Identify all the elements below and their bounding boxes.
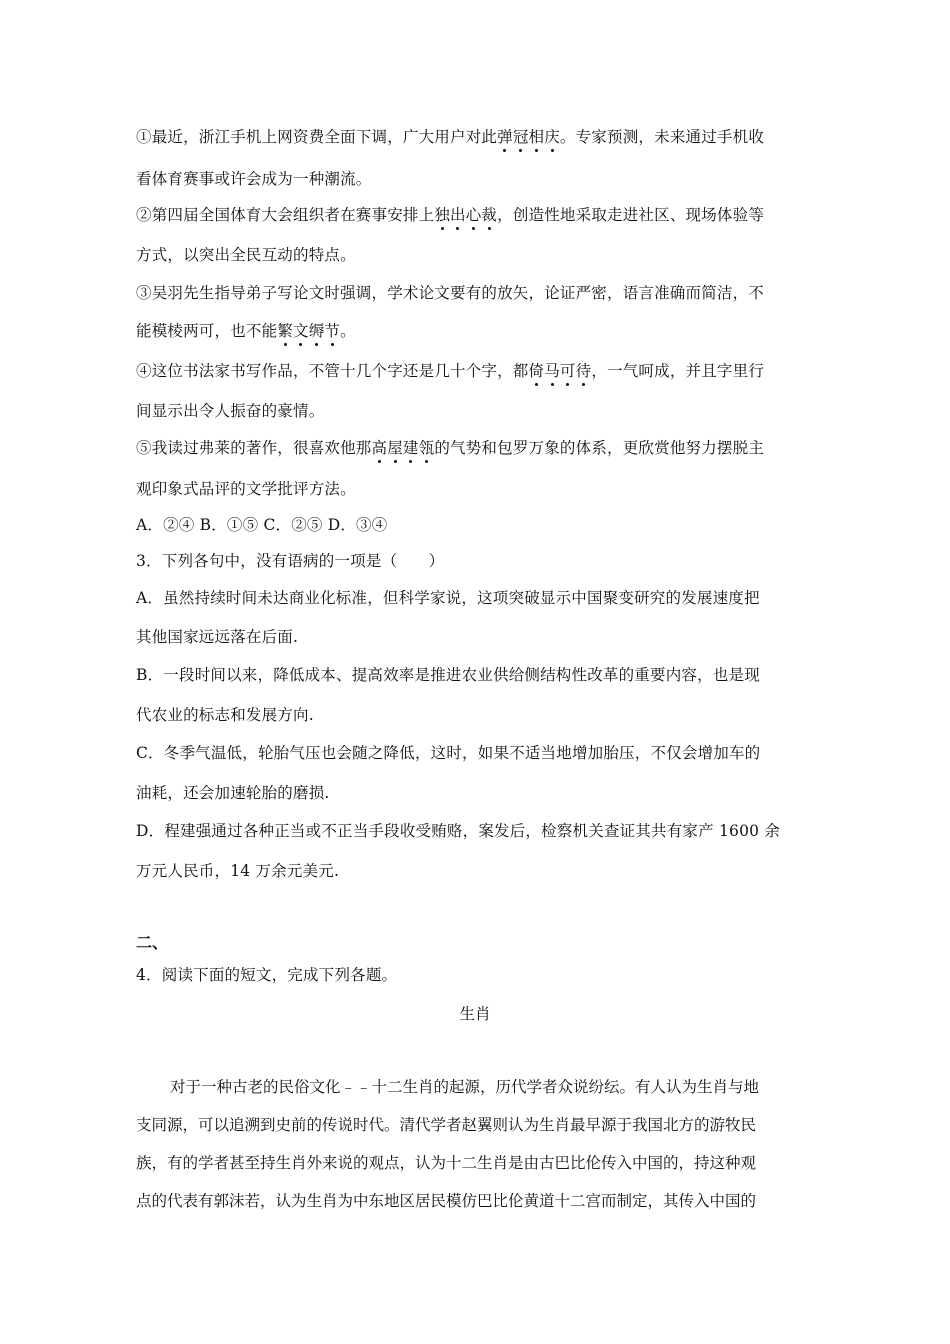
item2-line1 — [136, 204, 816, 226]
q3-option-c-line2: 油耗，还会加速轮胎的磨损. — [136, 784, 330, 802]
idiom-char: 文 — [293, 322, 309, 340]
passage-line-1: 对于一种古老的民俗文化﹣﹣十二生肖的起源，历代学者众说纷纭。有人认为生肖与地 — [170, 1078, 760, 1096]
item2-text-pre: ②第四届全国体育大会组织者在赛事安排上 — [136, 206, 435, 224]
q3-option-c-line1: C．冬季气温低，轮胎气压也会随之降低，这时，如果不适当地增加胎压，不仅会增加车的 — [136, 744, 761, 762]
q3-option-b-line1: B．一段时间以来，降低成本、提高效率是推进农业供给侧结构性改革的重要内容，也是现 — [136, 666, 760, 684]
idiom-char: 建 — [402, 439, 419, 457]
idiom-char: 心 — [465, 206, 482, 224]
item4-line1 — [136, 360, 816, 382]
idiom-char: 庆 — [544, 128, 560, 146]
passage-line-4: 点的代表有郭沫若，认为生肖为中东地区居民模仿巴比伦黄道十二宫而制定，其传入中国的 — [136, 1192, 757, 1210]
item1-line1 — [136, 126, 816, 148]
idiom-char: 出 — [450, 206, 466, 224]
item5-line1 — [136, 437, 816, 459]
item1-text-post: 。专家预测，未来通过手机收 — [559, 128, 765, 146]
idiom-char: 相 — [528, 128, 545, 146]
item3-line2 — [136, 320, 816, 342]
idiom-char: 倚 — [528, 362, 545, 380]
item3-text-pre: 能模棱两可，也不能 — [136, 322, 278, 340]
idiom-char: 节 — [324, 322, 341, 340]
item5-text-post: 的气势和包罗万象的体系，更欣赏他努力摆脱主 — [434, 439, 765, 457]
item2-line2: 方式，以突出全民互动的特点。 — [136, 246, 356, 264]
idiom-char: 缛 — [308, 322, 325, 340]
item5-line2: 观印象式品评的文学批评方法。 — [136, 480, 356, 498]
idiom-char: 繁 — [277, 322, 294, 340]
passage-line-2: 支同源，可以追溯到史前的传说时代。清代学者赵翼则认为生肖最早源于我国北方的游牧民 — [136, 1116, 757, 1134]
q3-stem: 3．下列各句中，没有语病的一项是（ ） — [136, 552, 445, 570]
item3-text-post: 。 — [340, 322, 356, 340]
idiom-char: 屋 — [387, 439, 403, 457]
passage-title: 生肖 — [459, 1005, 491, 1023]
idiom-char: 裁 — [481, 206, 498, 224]
q4-stem: 4．阅读下面的短文，完成下列各题。 — [136, 966, 398, 984]
item5-text-pre: ⑤我读过弗莱的著作，很喜欢他那 — [136, 439, 372, 457]
section-heading: 二、 — [136, 933, 169, 952]
idiom-char: 冠 — [512, 128, 529, 146]
idiom-char: 待 — [575, 362, 592, 380]
q3-option-a-line1: A．虽然持续时间未达商业化标准，但科学家说，这项突破显示中国聚变研究的发展速度把 — [136, 589, 760, 607]
item1-text-pre: ①最近，浙江手机上网资费全面下调，广大用户对此 — [136, 128, 498, 146]
q3-option-a-line2: 其他国家远远落在后面. — [136, 628, 299, 646]
item4-line2: 间显示出令人振奋的豪情。 — [136, 402, 325, 420]
idiom-char: 马 — [544, 362, 560, 380]
item1-line2: 看体育赛事或许会成为一种潮流。 — [136, 170, 372, 188]
q3-option-d-line2: 万元人民币，14 万余元美元. — [136, 862, 340, 880]
item2-text-post: ，创造性地采取走进社区、现场体验等 — [497, 206, 765, 224]
idiom-char: 弹 — [497, 128, 513, 146]
idiom-char: 瓴 — [418, 439, 435, 457]
item3-line1: ③吴羽先生指导弟子写论文时强调，学术论文要有的放矢，论证严密，语言准确而简洁，不 — [136, 284, 765, 302]
passage-line-3: 族，有的学者甚至持生肖外来说的观点，认为十二生肖是由古巴比伦传入中国的，持这种观 — [136, 1154, 757, 1172]
q2-options: A．②④ B．①⑤ C．②⑤ D．③④ — [136, 516, 388, 534]
q3-option-b-line2: 代农业的标志和发展方向. — [136, 706, 314, 724]
item4-text-post: ，一气呵成，并且字里行 — [591, 362, 765, 380]
item4-text-pre: ④这位书法家书写作品，不管十几个字还是几十个字，都 — [136, 362, 529, 380]
idiom-char: 可 — [559, 362, 576, 380]
idiom-char: 高 — [371, 439, 388, 457]
q3-option-d-line1: D．程建强通过各种正当或不正当手段收受贿赂，案发后，检察机关查证其共有家产 1600 余 — [136, 822, 781, 840]
idiom-char: 独 — [434, 206, 451, 224]
